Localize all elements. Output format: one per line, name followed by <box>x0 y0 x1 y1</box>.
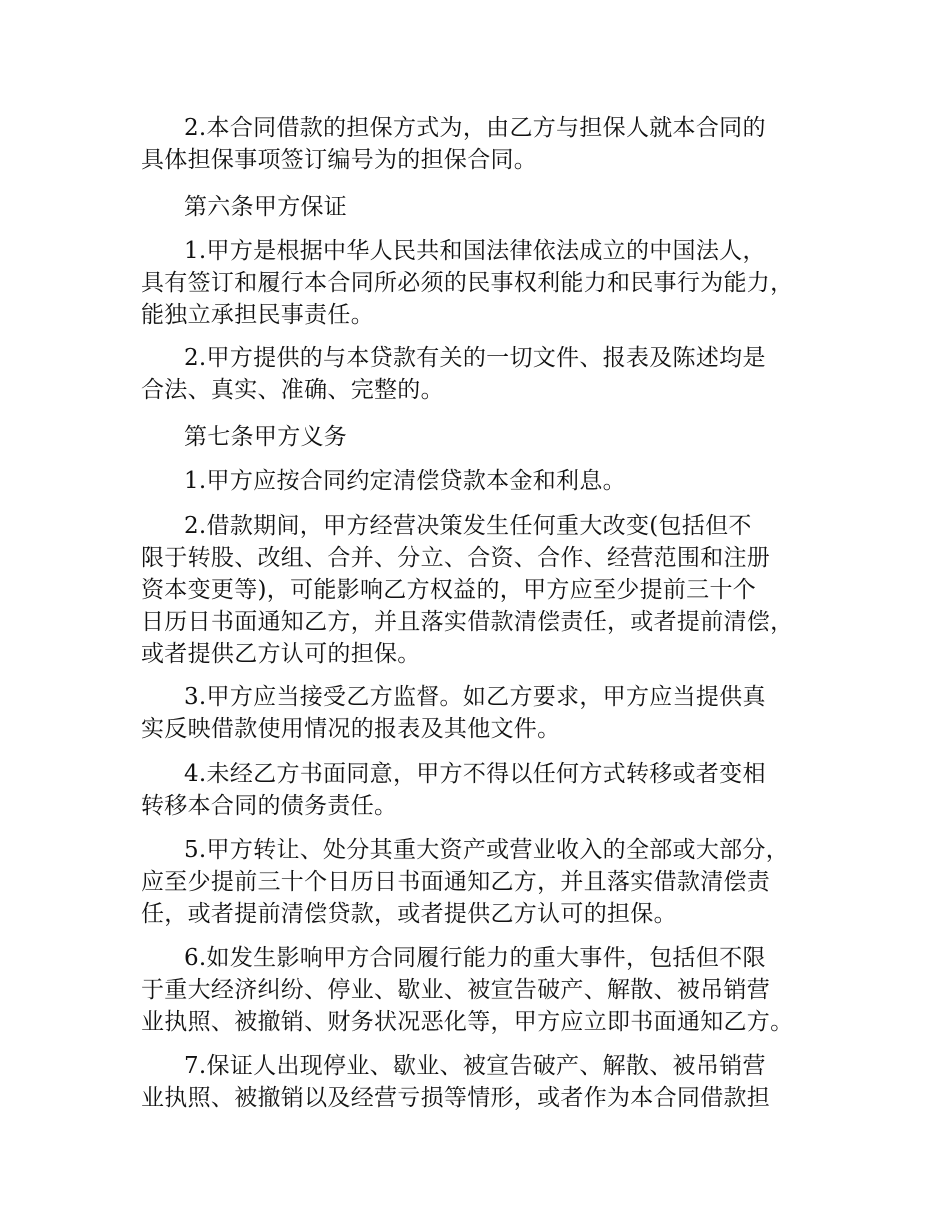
text-line: 6.如发生影响甲方合同履行能力的重大事件，包括但不限 <box>184 945 766 971</box>
text-line: 5.甲方转让、处分其重大资产或营业收入的全部或大部分， <box>184 837 790 863</box>
paragraph-debt-transfer <box>141 758 831 822</box>
paragraph-party-a-legal-person <box>141 235 831 331</box>
text-line: 具有签订和履行本合同所必须的民事权利能力和民事行为能力， <box>141 270 794 296</box>
heading-text: 第七条甲方义务 <box>184 424 348 450</box>
text-line: 或者提供乙方认可的担保。 <box>141 641 421 667</box>
text-line: 于重大经济纠纷、停业、歇业、被宣告破产、解散、被吊销营 <box>141 977 771 1003</box>
text-line: 具体担保事项签订编号为的担保合同。 <box>141 147 538 173</box>
text-line: 应至少提前三十个日历日书面通知乙方，并且落实借款清偿责 <box>141 869 771 895</box>
paragraph-asset-transfer <box>141 834 831 930</box>
text-line: 1.甲方是根据中华人民共和国法律依法成立的中国法人， <box>184 238 766 264</box>
paragraph-repay-principal <box>141 465 831 497</box>
text-line: 2.借款期间，甲方经营决策发生任何重大改变(包括但不 <box>184 513 752 539</box>
section-heading-article-7 <box>141 421 831 453</box>
text-line: 日历日书面通知乙方，并且落实借款清偿责任，或者提前清偿， <box>141 609 794 635</box>
paragraph-major-events <box>141 942 831 1038</box>
text-line: 业执照、被撤销、财务状况恶化等，甲方应立即书面通知乙方。 <box>141 1009 794 1035</box>
text-line: 7.保证人出现停业、歇业、被宣告破产、解散、被吊销营 <box>184 1053 766 1079</box>
text-line: 限于转股、改组、合并、分立、合资、合作、经营范围和注册 <box>141 545 771 571</box>
paragraph-major-change-notice <box>141 510 831 670</box>
text-line: 2.本合同借款的担保方式为，由乙方与担保人就本合同的 <box>184 115 766 141</box>
text-line: 任，或者提前清偿贷款，或者提供乙方认可的担保。 <box>141 901 677 927</box>
text-line: 转移本合同的债务责任。 <box>141 793 398 819</box>
text-line: 1.甲方应按合同约定清偿贷款本金和利息。 <box>184 468 626 494</box>
paragraph-guarantee-method <box>141 112 831 176</box>
section-heading-article-6 <box>141 191 831 223</box>
paragraph-guarantor-events <box>141 1050 831 1114</box>
paragraph-party-a-documents <box>141 342 831 406</box>
text-line: 合法、真实、准确、完整的。 <box>141 377 444 403</box>
text-line: 3.甲方应当接受乙方监督。如乙方要求，甲方应当提供真 <box>184 684 766 710</box>
text-line: 资本变更等)，可能影响乙方权益的，甲方应至少提前三十个 <box>141 577 757 603</box>
text-line: 2.甲方提供的与本贷款有关的一切文件、报表及陈述均是 <box>184 345 766 371</box>
text-line: 4.未经乙方书面同意，甲方不得以任何方式转移或者变相 <box>184 761 766 787</box>
text-line: 能独立承担民事责任。 <box>141 302 374 328</box>
paragraph-supervision <box>141 681 831 745</box>
text-line: 业执照、被撤销以及经营亏损等情形，或者作为本合同借款担 <box>141 1085 771 1111</box>
heading-text: 第六条甲方保证 <box>184 194 348 220</box>
text-line: 实反映借款使用情况的报表及其他文件。 <box>141 716 561 742</box>
